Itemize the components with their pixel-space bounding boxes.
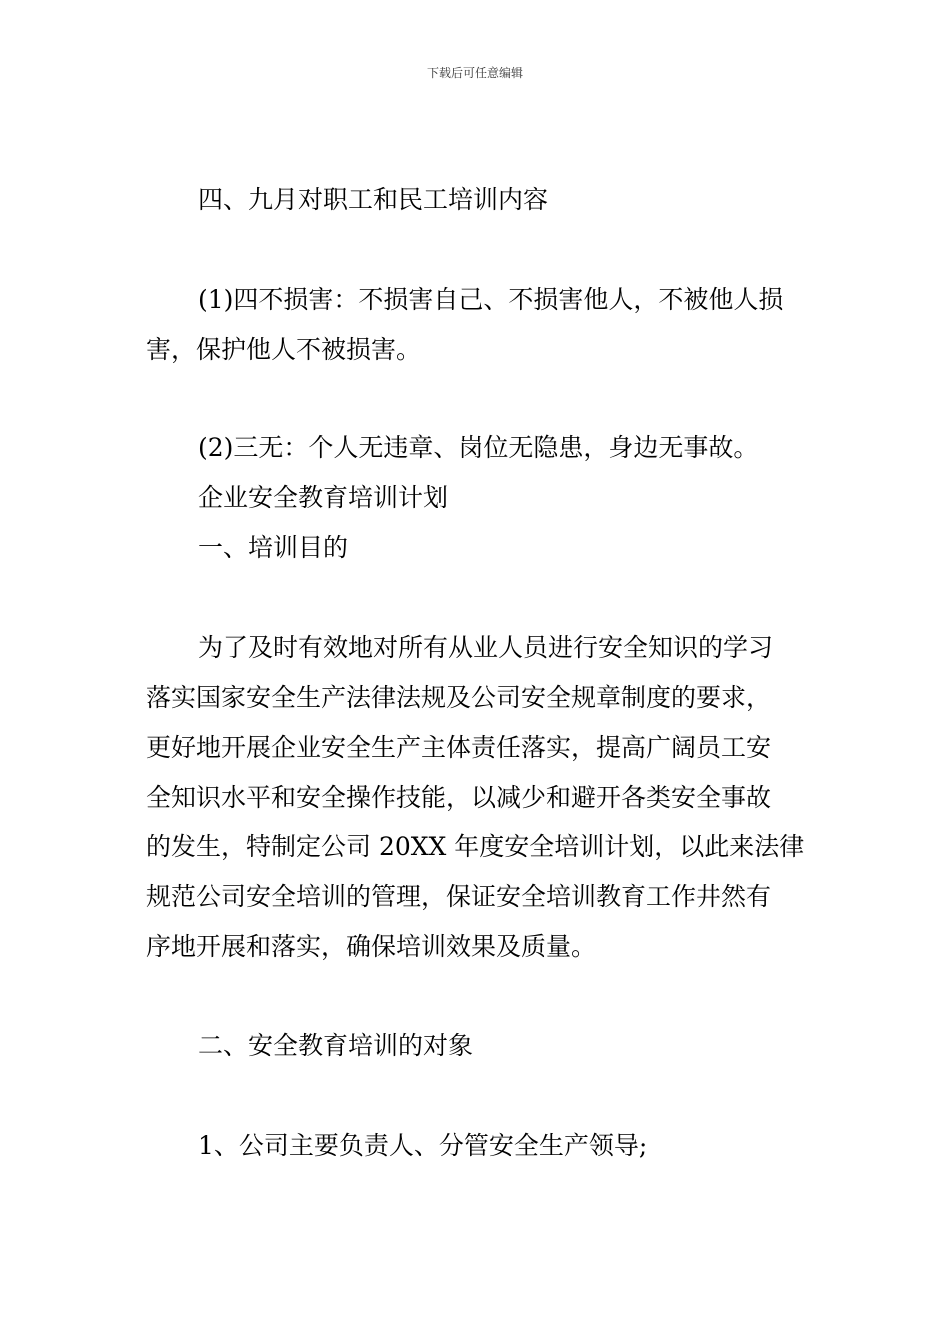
item2: (2)三无：个人无违章、岗位无隐患，身边无事故。 [198, 433, 759, 462]
page-header-note: 下载后可任意编辑 [426, 66, 523, 80]
item1-line1: (1)四不损害：不损害自己、不损害他人，不被他人损 [198, 285, 784, 314]
purpose-line-5: 的发生，特制定公司 20XX 年度安全培训计划，以此来法律 [146, 832, 805, 861]
section2-heading: 二、安全教育培训的对象 [198, 1031, 474, 1060]
purpose-line-2: 落实国家安全生产法律法规及公司安全规章制度的要求， [146, 683, 772, 712]
section4-heading: 四、九月对职工和民工培训内容 [198, 185, 549, 214]
plan-title: 企业安全教育培训计划 [198, 483, 449, 512]
purpose-line-6: 规范公司安全培训的管理，保证安全培训教育工作井然有 [146, 882, 772, 911]
item1-line2: 害，保护他人不被损害。 [146, 335, 422, 364]
purpose-line-7: 序地开展和落实，确保培训效果及质量。 [146, 932, 597, 961]
section1-heading: 一、培训目的 [198, 533, 349, 562]
purpose-line-1: 为了及时有效地对所有从业人员进行安全知识的学习 [198, 633, 774, 662]
purpose-line-3: 更好地开展企业安全生产主体责任落实，提高广阔员工安 [146, 733, 772, 762]
target-item-1: 1、公司主要负责人、分管安全生产领导; [198, 1131, 648, 1160]
purpose-line-4: 全知识水平和安全操作技能，以减少和避开各类安全事故 [146, 783, 772, 812]
